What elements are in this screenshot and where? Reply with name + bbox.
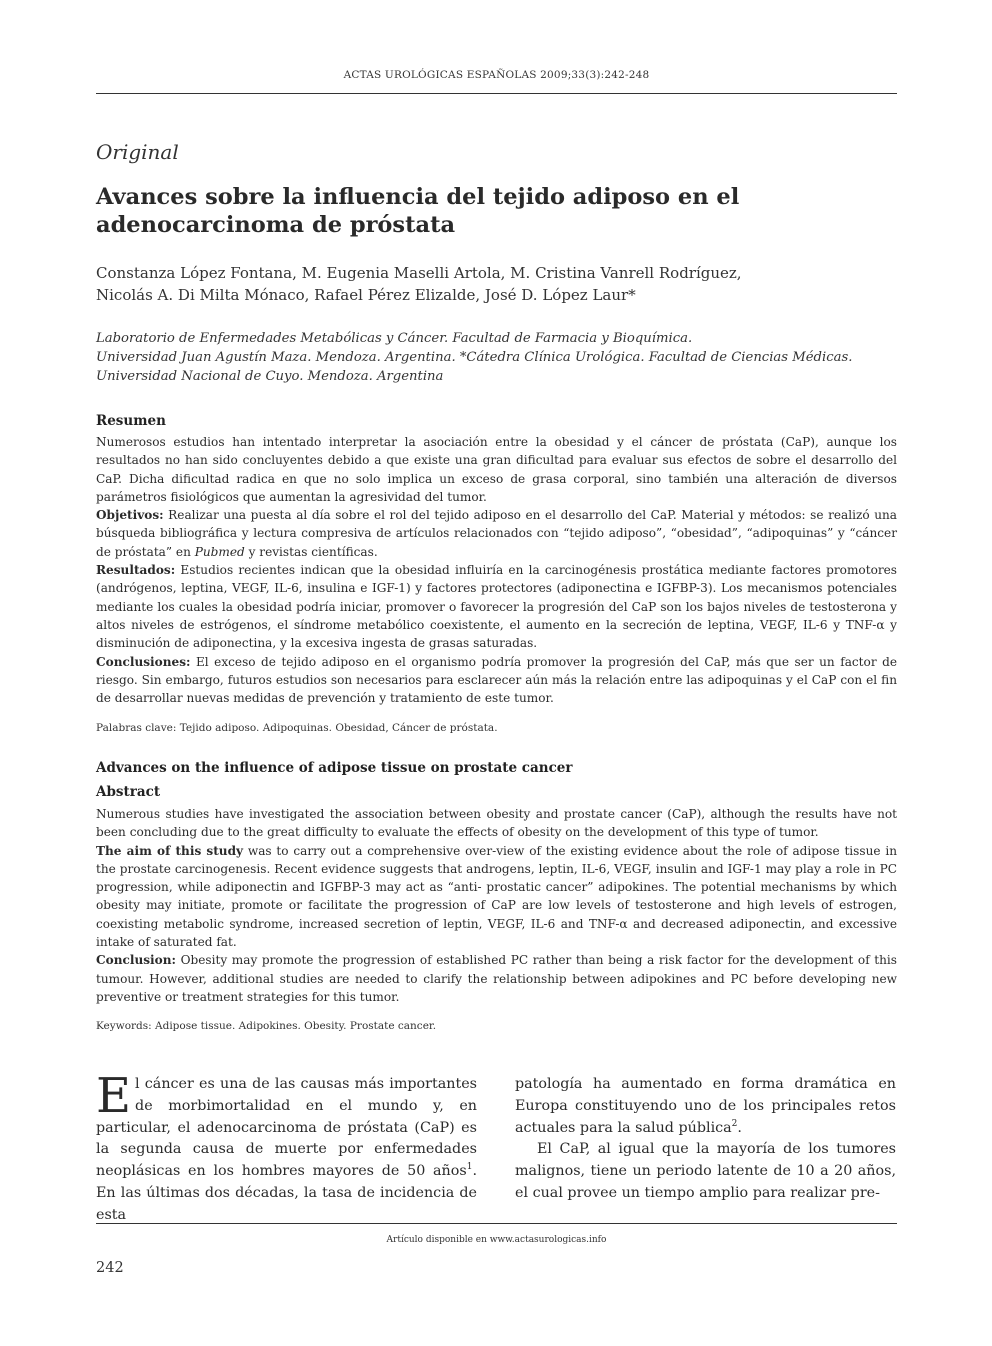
- body-column-left: [96, 1068, 477, 1227]
- conclusiones-text: El exceso de tejido adiposo en el organismo podría promover la progresión del CaP, más que ser un factor de riesgo. Sin embargo, futuros estudios son necesarios para esclarecer aún más la relación entre las adipoquinas y el CaP con el fin de desarrollar nuevas medidas de prevención y tratamiento de este tumor.: [96, 654, 897, 706]
- abstract-intro: Numerous studies have investigated the association between obesity and prostate cancer (CaP), although the results have not been concluding due to the great difficulty to evaluate the effects of obesity on the development of this type of tumor.: [96, 807, 897, 840]
- affiliation-line: Universidad Juan Agustín Maza. Mendoza. Argentina. *Cátedra Clínica Urológica. Facultad de Ciencias Médicas.: [96, 350, 853, 365]
- resultados-label: Resultados:: [96, 563, 176, 578]
- objetivos-text-end: y revistas científicas.: [244, 544, 378, 559]
- resumen-body: [96, 433, 897, 707]
- objetivos-text: Realizar una puesta al día sobre el rol del tejido adiposo en el desarrollo del CaP. Material y métodos: se realizó una búsqueda bibliográfica y lectura compresiva de artículos relacionados con “tejido adiposo”, “obesidad”, “adipoquinas” y “cáncer de próstata” en: [96, 508, 897, 559]
- resumen-heading: Resumen: [96, 413, 166, 429]
- aim-label: The aim of this study: [96, 843, 244, 858]
- journal-header: ACTAS UROLÓGICAS ESPAÑOLAS 2009;33(3):242-248: [343, 69, 650, 81]
- objetivos-label: Objetivos:: [96, 508, 164, 523]
- conclusion-label: Conclusion:: [96, 953, 176, 968]
- section-label: Original: [96, 140, 179, 164]
- resumen-intro: Numerosos estudios han intentado interpretar la asociación entre la obesidad y el cáncer de próstata (CaP), aunque los resultados no han sido concluyentes debido a que existe una gran dificultad para evaluar sus efectos de sobre el desarrollo del CaP. Dicha dificultad radica en que no solo implica un exceso de grasa corporal, sino también una alteración de diversos parámetros fisiológicos que aumentan la agresividad del tumor.: [96, 435, 897, 504]
- body-text: .: [737, 1119, 742, 1136]
- objetivos-italic: Pubmed: [194, 544, 245, 559]
- english-title: Advances on the influence of adipose tissue on prostate cancer: [96, 760, 573, 776]
- page-number: 242: [96, 1260, 124, 1276]
- body-text: l cáncer es una de las causas más importantes de morbimortalidad en el mundo y, en particular, el adenocarcinoma de próstata (CaP) es la segunda causa de muerte por enfermedades neoplásicas en los hombres mayores de 50 años: [96, 1076, 477, 1180]
- footer-rule: [96, 1223, 897, 1224]
- author-line: Nicolás A. Di Milta Mónaco, Rafael Pérez Elizalde, José D. López Laur*: [96, 286, 636, 304]
- author-list: [96, 262, 897, 306]
- abstract-body: [96, 805, 897, 1006]
- body-text: . En las últimas dos décadas, la tasa de incidencia de esta: [96, 1163, 477, 1223]
- body-column-right: [515, 1074, 896, 1205]
- body-paragraph: El CaP, al igual que la mayoría de los tumores malignos, tiene un periodo latente de 10 a 20 años, el cual provee un tiempo amplio para realizar pre-: [515, 1141, 896, 1201]
- citation-2: 2: [731, 1118, 738, 1129]
- title-line: adenocarcinoma de próstata: [96, 212, 456, 238]
- resultados-text: Estudios recientes indican que la obesidad influiría en la carcinogénesis prostática mediante factores promotores (andrógenos, leptina, VEGF, IL-6, insulina e IGF-1) y factores protectores (adiponectina e IGFBP-3). Los mecanismos potenciales mediante los cuales la obesidad podría iniciar, promover o favorecer la progresión del CaP son los bajos niveles de testosterona y altos niveles de estrógenos, el síndrome metabólico coexistente, el aumento en la secreción de leptina, VEGF, IL-6 y TNF-α y disminución de adiponectina, y la excesiva ingesta de grasas saturadas.: [96, 563, 897, 651]
- affiliation-line: Laboratorio de Enfermedades Metabólicas y Cáncer. Facultad de Farmacia y Bioquímica.: [96, 331, 693, 346]
- keywords: Keywords: Adipose tissue. Adipokines. Obesity. Prostate cancer.: [96, 1020, 437, 1032]
- title-line: Avances sobre la influencia del tejido adiposo en el: [96, 184, 740, 210]
- aim-text: was to carry out a comprehensive over-view of the existing evidence about the role of adipose tissue in the prostate carcinogenesis. Recent evidence suggests that androgens, leptin, IL-6, VEGF, insulin and IGF-1 may play a role in PC progression, while adiponectin and IGFBP-3 may act as “anti- prostatic cancer” adipokines. The potential mechanisms by which obesity may initiate, promote or facilitate the progression of CaP are low levels of testosterone and high levels of estrogen, coexisting metabolic syndrome, increased secretion of leptin, VEGF, IL-6 and TNF-α and decreased adiponectin, and excessive intake of saturated fat.: [96, 843, 897, 950]
- citation-1: 1: [466, 1162, 473, 1173]
- body-text: patología ha aumentado en forma dramática en Europa constituyendo uno de los principales retos actuales para la salud pública: [515, 1076, 896, 1136]
- dropcap: E: [96, 1068, 132, 1124]
- affiliations: [96, 329, 916, 386]
- conclusion-text: Obesity may promote the progression of established PC rather than being a risk factor for the development of this tumour. However, additional studies are needed to clarify the relationship between adipokines and PC before developing new preventive or treatment strategies for this tumor.: [96, 953, 897, 1004]
- author-line: Constanza López Fontana, M. Eugenia Maselli Artola, M. Cristina Vanrell Rodríguez,: [96, 264, 742, 282]
- abstract-heading: Abstract: [96, 784, 161, 800]
- header-rule: [96, 93, 897, 94]
- palabras-clave: Palabras clave: Tejido adiposo. Adipoquinas. Obesidad, Cáncer de próstata.: [96, 722, 498, 734]
- article-title: [96, 183, 897, 239]
- footer-url: Artículo disponible en www.actasurologicas.info: [386, 1235, 607, 1245]
- affiliation-line: Universidad Nacional de Cuyo. Mendoza. Argentina: [96, 369, 444, 384]
- conclusiones-label: Conclusiones:: [96, 654, 191, 669]
